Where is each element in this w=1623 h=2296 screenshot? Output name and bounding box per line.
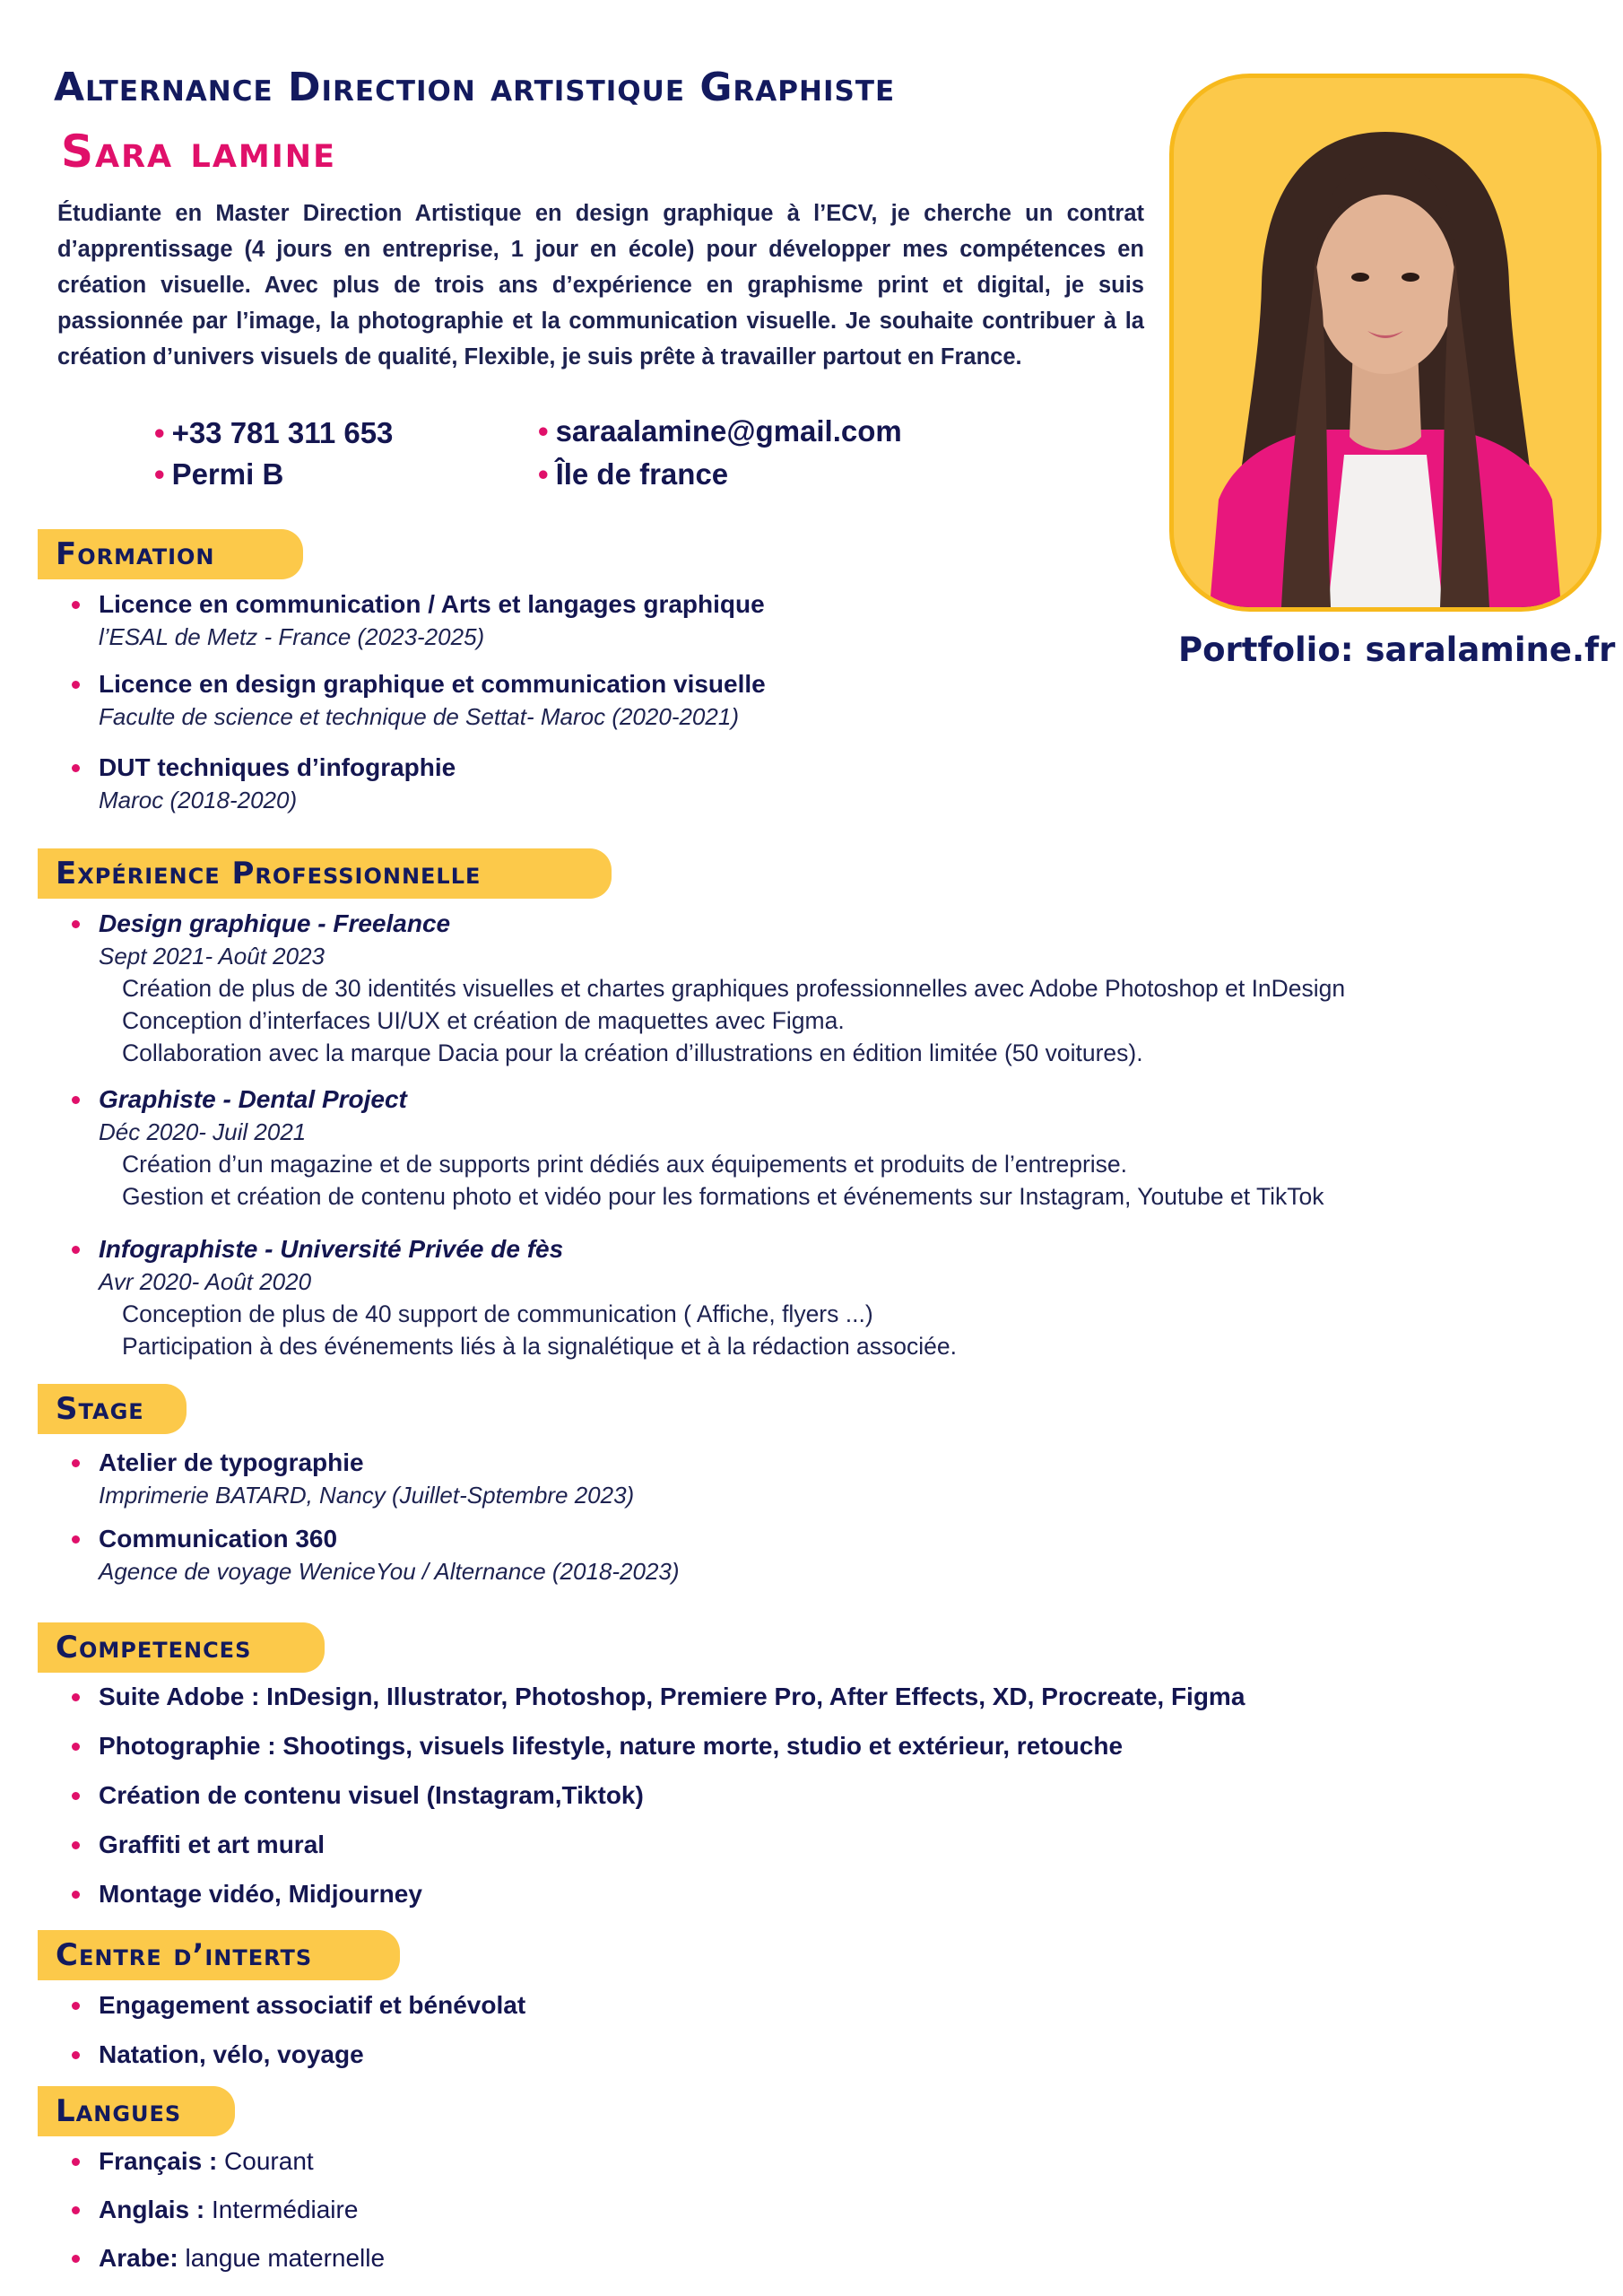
email-text: saraalamine@gmail.com — [555, 414, 902, 448]
skill-item — [99, 1730, 1123, 1762]
contact-location — [538, 457, 728, 491]
language-level: langue maternelle — [178, 2244, 386, 2272]
experience-item — [99, 1233, 957, 1362]
stage-title: Atelier de typographie — [99, 1448, 364, 1476]
experience-detail: Conception de plus de 40 support de communication ( Affiche, flyers ...) — [122, 1300, 873, 1327]
bullet-icon: • — [538, 414, 549, 448]
language-name: Français : — [99, 2147, 218, 2175]
section-heading-experience: Expérience Professionnelle — [38, 848, 612, 899]
bullet-icon — [72, 1246, 80, 1254]
experience-date: Avr 2020- Août 2020 — [99, 1268, 312, 1295]
bullet-icon — [72, 1459, 80, 1467]
formation-title: Licence en communication / Arts et langages graphique — [99, 590, 765, 618]
experience-title: Design graphique - Freelance — [99, 909, 451, 937]
contact-email — [538, 414, 902, 448]
bullet-icon — [72, 2206, 80, 2214]
location-text: Île de france — [555, 457, 729, 491]
experience-detail: Création de plus de 30 identités visuelles et chartes graphiques professionnelles avec Adobe Photoshop et InDesign — [122, 975, 1346, 1002]
experience-title: Infographiste - Université Privée de fès — [99, 1235, 564, 1263]
formation-item — [99, 668, 766, 733]
profile-summary: Étudiante en Master Direction Artistique en design graphique à l’ECV, je cherche un contrat d’apprentissage (4 jours en entreprise, 1 jour en école) pour développer mes compétences en création visuelle. Avec plus de trois ans d’expérience en graphisme print et digital, je suis passionnée par l’image, la photographie et la communication visuelle. Je souhaite contribuer à la création d’univers visuels de qualité, Flexible, je suis prête à travailler partout en France. — [57, 201, 1144, 370]
resume-title: Alternance Direction artistique Graphiste — [54, 65, 896, 110]
language-item — [99, 2194, 358, 2226]
skill-text: Graffiti et art mural — [99, 1831, 325, 1858]
interest-text: Natation, vélo, voyage — [99, 2040, 364, 2068]
language-level: Courant — [217, 2147, 314, 2175]
section-heading-languages: Langues — [38, 2086, 235, 2136]
skill-text: Création de contenu visuel (Instagram,Tiktok) — [99, 1781, 644, 1809]
formation-title: DUT techniques d’infographie — [99, 753, 456, 781]
candidate-name: Sara lamine — [61, 126, 336, 178]
stage-place: Agence de voyage WeniceYou / Alternance (2018-2023) — [99, 1558, 680, 1585]
formation-school: Faculte de science et technique de Settat- Maroc (2020-2021) — [99, 703, 739, 730]
contact-license — [154, 457, 283, 491]
bullet-icon: • — [154, 416, 165, 449]
bullet-icon — [72, 920, 80, 928]
interest-item — [99, 2039, 364, 2071]
phone-text: +33 781 311 653 — [171, 416, 394, 449]
experience-detail: Participation à des événements liés à la signalétique et à la rédaction associée. — [122, 1333, 958, 1360]
formation-title: Licence en design graphique et communication visuelle — [99, 670, 766, 698]
bullet-icon — [72, 2051, 80, 2059]
experience-detail: Collaboration avec la marque Dacia pour la création d’illustrations en édition limitée (50 voitures). — [122, 1039, 1143, 1066]
skill-item — [99, 1829, 325, 1861]
bullet-icon — [72, 1891, 80, 1899]
stage-item — [99, 1447, 634, 1511]
skill-text: Montage vidéo, Midjourney — [99, 1880, 422, 1908]
formation-item — [99, 588, 765, 653]
formation-school: l’ESAL de Metz - France (2023-2025) — [99, 623, 485, 650]
section-heading-interests: Centre d’interts — [38, 1930, 400, 1980]
experience-date: Sept 2021- Août 2023 — [99, 943, 325, 970]
skill-item — [99, 1681, 1245, 1713]
bullet-icon — [72, 2002, 80, 2010]
formation-item — [99, 752, 456, 816]
contact-phone — [154, 416, 393, 450]
portfolio-link[interactable]: Portfolio: saralamine.fr — [1178, 631, 1616, 669]
experience-detail: Création d’un magazine et de supports print dédiés aux équipements et produits de l’entreprise. — [122, 1151, 1128, 1178]
section-heading-formation: Formation — [38, 529, 303, 579]
experience-item — [99, 908, 1345, 1069]
bullet-icon — [72, 2255, 80, 2263]
bullet-icon — [72, 764, 80, 772]
bullet-icon: • — [154, 457, 165, 491]
bullet-icon — [72, 1693, 80, 1701]
experience-detail: Conception d’interfaces UI/UX et création de maquettes avec Figma. — [122, 1007, 845, 1034]
bullet-icon: • — [538, 457, 549, 491]
bullet-icon — [72, 1743, 80, 1751]
interest-item — [99, 1989, 525, 2022]
bullet-icon — [72, 1096, 80, 1104]
stage-title: Communication 360 — [99, 1525, 338, 1552]
interest-text: Engagement associatif et bénévolat — [99, 1991, 526, 2019]
experience-date: Déc 2020- Juil 2021 — [99, 1118, 307, 1145]
bullet-icon — [72, 681, 80, 689]
stage-place: Imprimerie BATARD, Nancy (Juillet-Sptembre 2023) — [99, 1482, 635, 1509]
skill-item — [99, 1779, 644, 1812]
language-name: Anglais : — [99, 2196, 205, 2223]
bullet-icon — [72, 1535, 80, 1544]
portrait-illustration — [1174, 78, 1597, 607]
bullet-icon — [72, 1841, 80, 1849]
bullet-icon — [72, 601, 80, 609]
skill-text: Suite Adobe : InDesign, Illustrator, Photoshop, Premiere Pro, After Effects, XD, Procreate, Figma — [99, 1683, 1245, 1710]
experience-title: Graphiste - Dental Project — [99, 1085, 407, 1113]
formation-school: Maroc (2018-2020) — [99, 787, 298, 813]
skill-text: Photographie : Shootings, visuels lifestyle, nature morte, studio et extérieur, retouche — [99, 1732, 1124, 1760]
section-heading-competences: Competences — [38, 1622, 325, 1673]
profile-photo — [1169, 74, 1601, 612]
bullet-icon — [72, 2158, 80, 2166]
experience-item — [99, 1083, 1324, 1213]
language-level: Intermédiaire — [204, 2196, 359, 2223]
stage-item — [99, 1523, 680, 1587]
skill-item — [99, 1878, 422, 1910]
experience-detail: Gestion et création de contenu photo et vidéo pour les formations et événements sur Instagram, Youtube et TikTok — [122, 1183, 1324, 1210]
section-heading-stage: Stage — [38, 1384, 187, 1434]
language-item — [99, 2242, 385, 2274]
license-text: Permi B — [171, 457, 284, 491]
bullet-icon — [72, 1792, 80, 1800]
language-item — [99, 2145, 314, 2178]
language-name: Arabe: — [99, 2244, 178, 2272]
